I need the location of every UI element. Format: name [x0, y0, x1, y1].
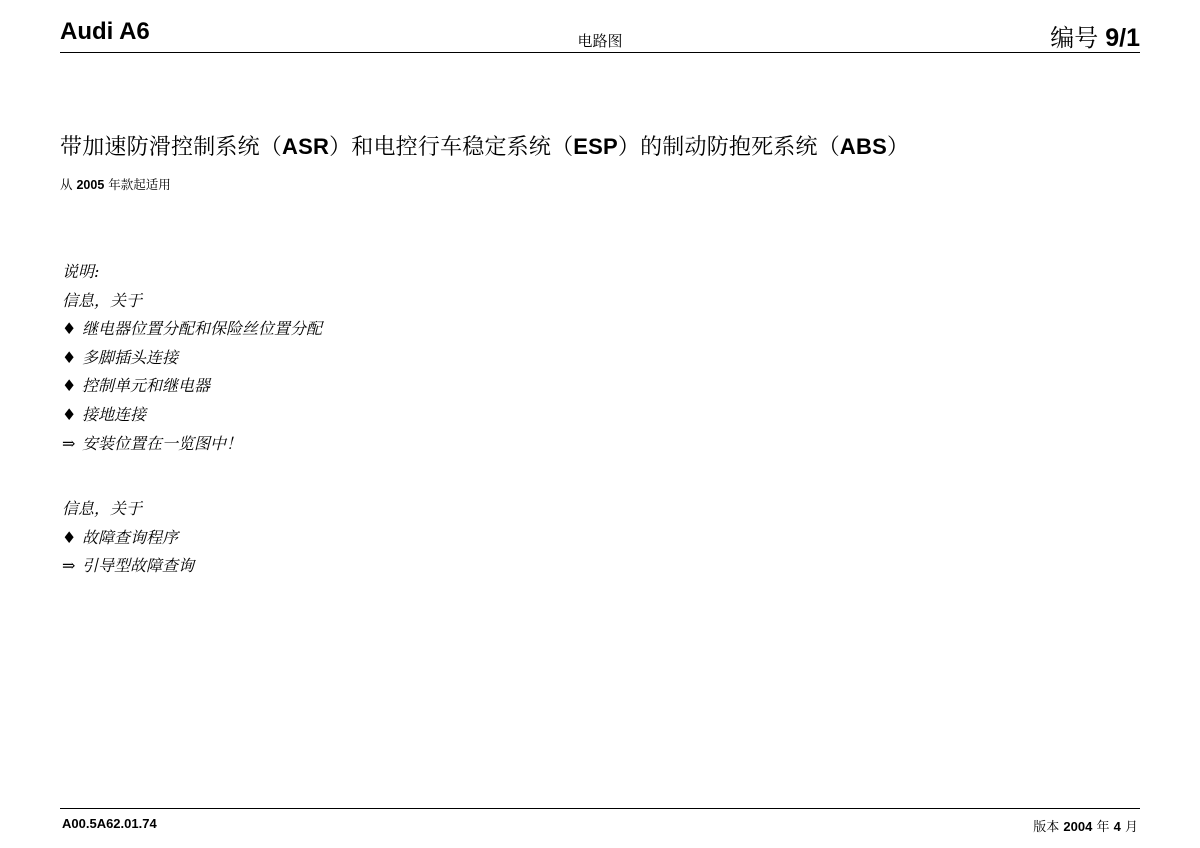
title-part: 带加速防滑控制系统（	[60, 135, 283, 160]
diamond-bullet-icon: ♦	[62, 527, 77, 547]
section-title: 电路图	[577, 32, 623, 50]
year-unit: 年	[1096, 820, 1110, 835]
document-code: A00.5A62.01.74	[62, 816, 157, 831]
title-part: ）	[886, 135, 910, 160]
list-item	[62, 401, 322, 430]
month-unit: 月	[1124, 820, 1138, 835]
info-heading-2: 信息，关于	[62, 499, 143, 519]
title-part: ）的制动防抱死系统（	[617, 135, 840, 160]
title-acronym-esp: ESP	[573, 134, 618, 159]
list-item	[62, 524, 322, 553]
diamond-bullet-icon: ♦	[62, 376, 77, 396]
number-value: 9/1	[1105, 24, 1140, 52]
notes-section	[62, 258, 322, 581]
validity-prefix: 从	[60, 177, 77, 192]
number-label: 编号	[1050, 24, 1099, 52]
reference-item	[62, 430, 322, 459]
list-item-link[interactable]: 故障查询程序	[82, 527, 179, 547]
list-item-link[interactable]: 控制单元和继电器	[82, 376, 211, 396]
info-heading-1: 信息，关于	[62, 290, 143, 310]
list-item-link[interactable]: 接地连接	[82, 404, 147, 424]
notes-heading: 说明:	[62, 262, 100, 281]
validity-suffix: 年款起适用	[104, 177, 171, 192]
document-title	[60, 130, 909, 161]
validity-year: 2005	[76, 178, 105, 192]
edition-label: 版本	[1033, 820, 1060, 835]
reference-item	[62, 552, 322, 581]
diamond-bullet-icon: ♦	[62, 404, 77, 424]
list-item	[62, 372, 322, 401]
diamond-bullet-icon: ♦	[62, 319, 77, 339]
edition-year: 2004	[1063, 819, 1093, 834]
reference-link[interactable]: 引导型故障查询	[82, 556, 195, 576]
validity-note	[60, 175, 171, 193]
page-footer	[60, 808, 1140, 839]
list-item-link[interactable]: 继电器位置分配和保险丝位置分配	[82, 319, 323, 339]
model-name: Audi A6	[60, 18, 150, 45]
title-acronym-abs: ABS	[839, 134, 887, 159]
title-acronym-asr: ASR	[282, 134, 330, 159]
arrow-right-icon: ⇒	[62, 556, 76, 576]
title-part: ）和电控行车稳定系统（	[329, 135, 574, 160]
diamond-bullet-icon: ♦	[62, 347, 77, 367]
list-item	[62, 344, 322, 373]
list-item	[62, 315, 322, 344]
list-item-link[interactable]: 多脚插头连接	[82, 347, 179, 367]
edition-month: 4	[1113, 819, 1121, 834]
arrow-right-icon: ⇒	[62, 433, 76, 453]
reference-link[interactable]: 安装位置在一览图中！	[82, 433, 243, 453]
edition-date	[1033, 816, 1138, 835]
page-number	[1050, 18, 1140, 53]
page-header	[60, 16, 1140, 53]
